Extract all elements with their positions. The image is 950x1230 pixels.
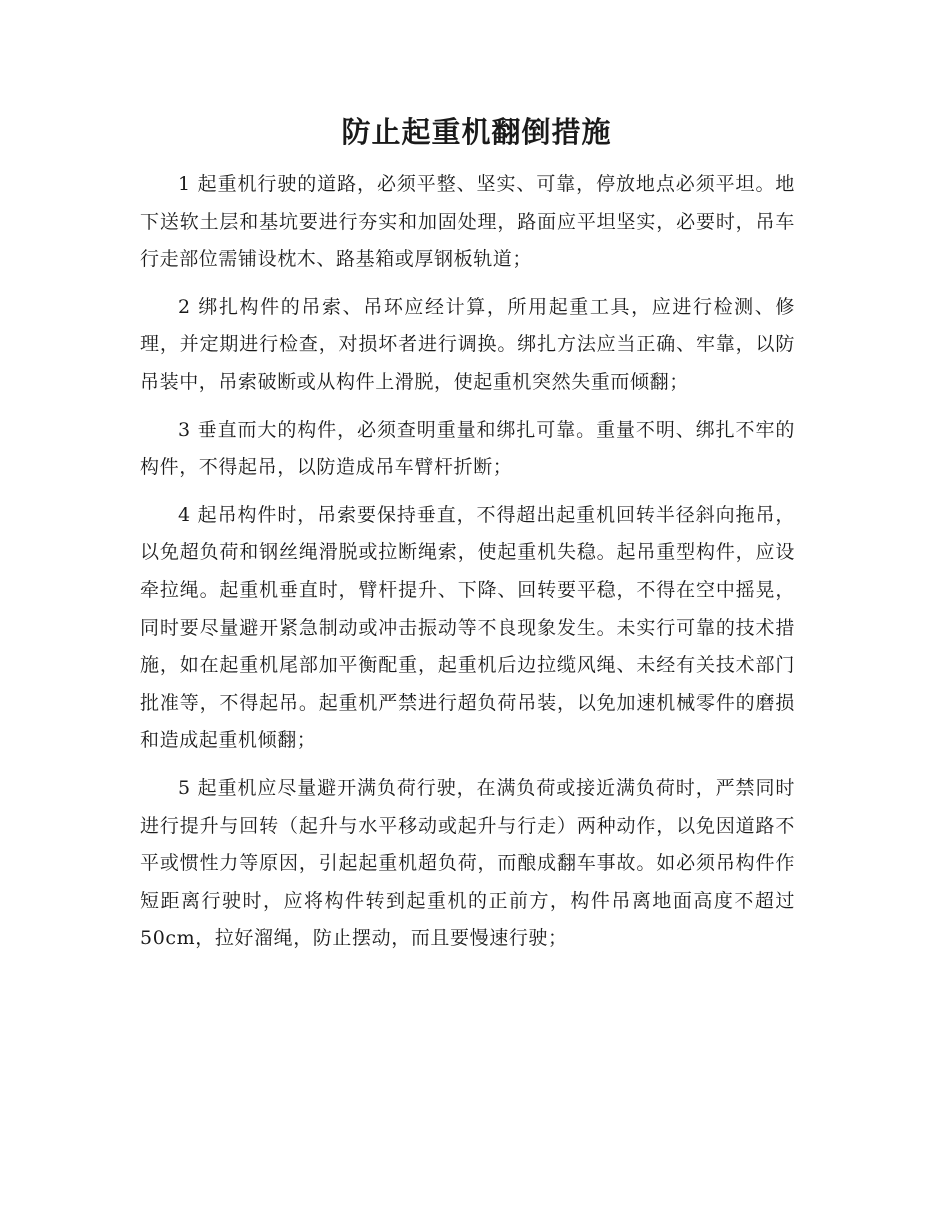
paragraph-2: 2 绑扎构件的吊索、吊环应经计算，所用起重工具，应进行检测、修理，并定期进行检查，对损坏者进行调换。绑扎方法应当正确、牢靠，以防吊装中，吊索破断或从构件上滑脱，使起重机突然失重而倾翻； bbox=[140, 295, 795, 393]
paragraph-4: 4 起吊构件时，吊索要保持垂直，不得超出起重机回转半径斜向拖吊，以免超负荷和钢丝绳滑脱或拉断绳索，使起重机失稳。起吊重型构件，应设牵拉绳。起重机垂直时，臂杆提升、下降、回转要平稳，不得在空中摇晃，同时要尽量避开紧急制动或冲击振动等不良现象发生。未实行可靠的技术措施，如在起重机尾部加平衡配重，起重机后边拉缆风绳、未经有关技术部门批准等，不得起吊。起重机严禁进行超负荷吊装，以免加速机械零件的磨损和造成起重机倾翻； bbox=[140, 503, 795, 752]
paragraph-3: 3 垂直而大的构件，必须查明重量和绑扎可靠。重量不明、绑扎不牢的构件，不得起吊，以防造成吊车臂杆折断； bbox=[140, 418, 795, 479]
paragraph-1: 1 起重机行驶的道路，必须平整、坚实、可靠，停放地点必须平坦。地下送软土层和基坑要进行夯实和加固处理，路面应平坦坚实，必要时，吊车行走部位需铺设枕木、路基箱或厚钢板轨道； bbox=[140, 173, 795, 271]
paragraph-5: 5 起重机应尽量避开满负荷行驶，在满负荷或接近满负荷时，严禁同时进行提升与回转（起升与水平移动或起升与行走）两种动作，以免因道路不平或惯性力等原因，引起起重机超负荷，而酿成翻车事故。如必须吊构件作短距离行驶时，应将构件转到起重机的正前方，构件吊离地面高度不超过50cm，拉好溜绳，防止摆动，而且要慢速行驶； bbox=[140, 776, 795, 950]
document-title: 防止起重机翻倒措施 bbox=[341, 115, 612, 149]
